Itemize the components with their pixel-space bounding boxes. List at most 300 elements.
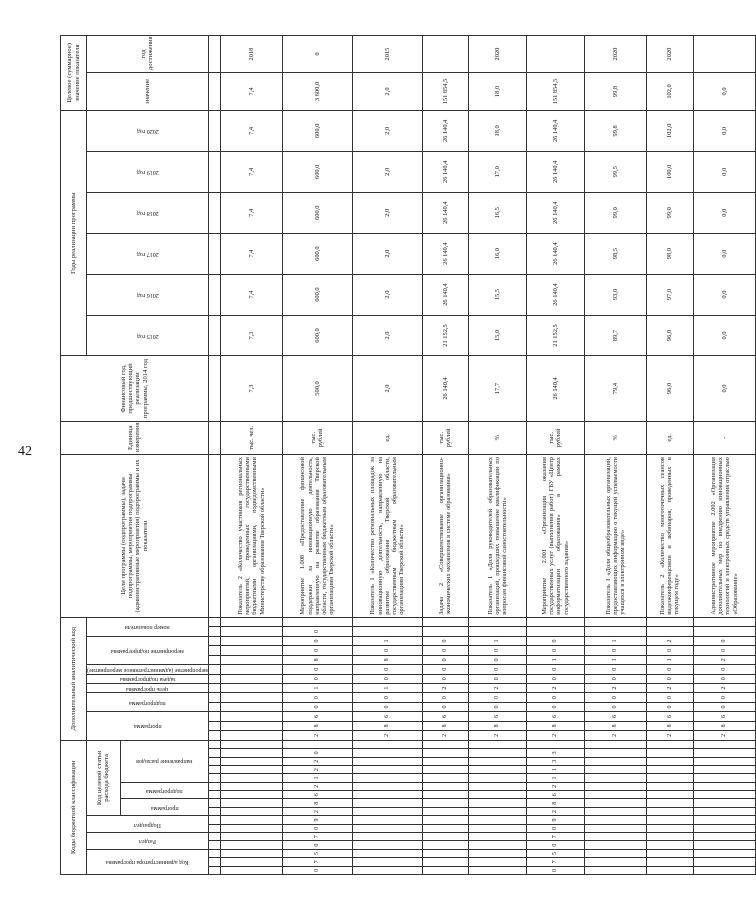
budget-code-digit	[220, 740, 282, 749]
budget-code-digit	[468, 807, 526, 815]
unit-cell: тыс. рублей	[422, 421, 468, 455]
target-value: 3 600,0	[282, 73, 352, 111]
header-dop-subprogram: подпрограмма	[87, 693, 209, 712]
table-row	[526, 36, 584, 875]
value-2014: 79,4	[584, 356, 646, 421]
budget-code-digit	[646, 866, 693, 874]
budget-code-digit	[693, 866, 755, 874]
unit-cell: ед.	[646, 421, 693, 455]
value-2020: 18,0	[468, 110, 526, 151]
budget-code-digit: 9	[526, 816, 584, 824]
value-2015: 0,0	[693, 315, 755, 356]
budget-code-digit	[220, 807, 282, 815]
budget-code-digit	[468, 841, 526, 849]
budget-code-digit	[468, 757, 526, 765]
additional-code-digit	[584, 627, 646, 636]
header-bk-subprogram: подпрограмма	[120, 782, 208, 799]
budget-code-digit	[584, 858, 646, 866]
header-digit-cell	[208, 774, 220, 782]
header-section: Раздел	[87, 833, 209, 850]
budget-code-digit: 7	[526, 833, 584, 841]
value-2020: 99,8	[584, 110, 646, 151]
additional-code-digit	[220, 674, 282, 683]
budget-code-digit	[584, 749, 646, 757]
budget-code-digit	[646, 774, 693, 782]
indicator-text: Мероприятие 1.008 «Предоставление финансовой поддержки за инновационную деятельность, направленную на развитие образования Тверской области, государственным бюджетным образовательным организациям Тверской области»	[282, 455, 352, 618]
additional-code-digit: 0	[526, 674, 584, 683]
value-2018: 2,0	[352, 192, 422, 233]
header-blank-cell	[208, 73, 220, 111]
additional-code-digit	[220, 627, 282, 636]
additional-code-digit: 0	[584, 702, 646, 711]
header-bk-direction: направление расходов	[120, 740, 208, 782]
value-2016: 7,4	[220, 274, 282, 315]
budget-code-digit	[220, 866, 282, 874]
budget-code-digit: 5	[526, 849, 584, 857]
value-2020: 102,0	[646, 110, 693, 151]
budget-code-digit	[352, 849, 422, 857]
budget-code-digit	[352, 866, 422, 874]
header-dop-measure: мероприятие (административное мероприятие)	[87, 665, 209, 674]
target-year	[422, 36, 468, 73]
header-digit-cell	[208, 731, 220, 740]
additional-code-digit: 0	[693, 674, 755, 683]
budget-code-digit	[584, 833, 646, 841]
additional-code-digit: 0	[422, 655, 468, 664]
additional-code-digit: 1	[584, 655, 646, 664]
header-digit-cell	[208, 617, 220, 627]
header-target-value: значение	[87, 73, 209, 111]
budget-code-digit	[646, 740, 693, 749]
additional-code-digit	[352, 617, 422, 627]
additional-code-digit: 0	[584, 646, 646, 655]
value-2020: 2,0	[352, 110, 422, 151]
budget-code-digit: 2	[282, 807, 352, 815]
additional-code-digit: 8	[526, 721, 584, 730]
value-2015: 15,0	[468, 315, 526, 356]
budget-code-digit	[584, 816, 646, 824]
additional-code-digit	[422, 617, 468, 627]
target-value: 99,8	[584, 73, 646, 111]
additional-code-digit: 0	[422, 646, 468, 655]
target-year: 2020	[468, 36, 526, 73]
additional-code-digit: 0	[352, 646, 422, 655]
budget-code-digit	[220, 824, 282, 832]
additional-code-digit: 1	[526, 655, 584, 664]
budget-code-digit	[468, 765, 526, 773]
additional-code-digit: 1	[584, 636, 646, 645]
value-2018: 26 140,4	[526, 192, 584, 233]
budget-code-digit	[422, 740, 468, 749]
additional-code-digit: 6	[282, 712, 352, 721]
budget-code-digit	[468, 749, 526, 757]
budget-code-digit: 1	[282, 774, 352, 782]
budget-code-digit	[584, 799, 646, 807]
value-2016: 26 140,4	[526, 274, 584, 315]
header-unit: Единица измерения	[61, 421, 209, 455]
budget-code-digit	[468, 782, 526, 790]
table-row	[646, 36, 693, 875]
header-target-article: Код целевой статьи расхода бюджета	[87, 740, 121, 816]
unit-cell: %	[468, 421, 526, 455]
additional-code-digit: 0	[468, 674, 526, 683]
header-blank-cell	[208, 36, 220, 73]
additional-code-digit: 1	[282, 683, 352, 692]
additional-code-digit: 1	[352, 683, 422, 692]
additional-code-digit	[468, 627, 526, 636]
target-year: 2015	[352, 36, 422, 73]
additional-code-digit: 8	[422, 721, 468, 730]
indicator-text: Показатель 1 «Доля общеобразовательных организаций, предоставляющих информацию о текущей успеваемости учащихся в электронном виде»	[584, 455, 646, 618]
budget-code-digit	[422, 791, 468, 799]
budget-code-digit	[584, 765, 646, 773]
header-digit-cell	[208, 791, 220, 799]
header-digit-cell	[208, 646, 220, 655]
budget-code-digit	[352, 833, 422, 841]
budget-code-digit	[693, 782, 755, 790]
budget-code-digit	[220, 849, 282, 857]
budget-code-digit	[468, 849, 526, 857]
header-digit-cell	[208, 833, 220, 841]
header-dop-goal: цель программы	[87, 683, 209, 692]
additional-code-digit: 8	[352, 721, 422, 730]
additional-code-digit: 6	[352, 712, 422, 721]
value-2017: 98,5	[584, 233, 646, 274]
budget-code-digit	[352, 757, 422, 765]
value-2017: 26 140,4	[526, 233, 584, 274]
additional-code-digit	[646, 617, 693, 627]
additional-code-digit	[220, 665, 282, 674]
value-2018: 600,0	[282, 192, 352, 233]
budget-code-digit: 3	[526, 749, 584, 757]
additional-code-digit	[220, 646, 282, 655]
budget-code-digit	[282, 740, 352, 749]
budget-code-digit	[646, 807, 693, 815]
additional-code-digit: 0	[352, 693, 422, 702]
additional-code-digit: 0	[282, 674, 352, 683]
additional-code-digit: 0	[468, 693, 526, 702]
additional-code-digit: 8	[468, 721, 526, 730]
budget-code-digit	[220, 791, 282, 799]
budget-code-digit	[468, 824, 526, 832]
additional-code-digit: 0	[282, 646, 352, 655]
budget-code-digit: 0	[282, 824, 352, 832]
table-row	[693, 36, 755, 875]
value-2020: 7,4	[220, 110, 282, 151]
value-2015: 21 152,5	[422, 315, 468, 356]
additional-code-digit: 2	[468, 731, 526, 740]
value-2014: 2,0	[352, 356, 422, 421]
additional-code-digit	[220, 693, 282, 702]
additional-code-digit	[584, 617, 646, 627]
additional-code-digit: 2	[646, 683, 693, 692]
value-2020: 0,0	[693, 110, 755, 151]
value-2016: 15,5	[468, 274, 526, 315]
budget-code-digit	[693, 774, 755, 782]
additional-code-digit	[693, 627, 755, 636]
header-year-2018: 2018 год	[87, 192, 209, 233]
value-2015: 7,3	[220, 315, 282, 356]
indicator-text: Административное мероприятие 2.002 «Организация дополнительных мер по внедрению инновационных технологий и электронных средств управления отраслью «Образование»	[693, 455, 755, 618]
budget-code-digit: 0	[526, 824, 584, 832]
budget-code-digit	[468, 816, 526, 824]
budget-code-digit: 5	[282, 849, 352, 857]
budget-code-digit	[422, 757, 468, 765]
additional-code-digit	[693, 617, 755, 627]
indicator-text: Мероприятие 2.001 «Организация оказания государственных услуг (выполнения работ) ГБУ «Центр информатизации образования» в рамках государственного задания»	[526, 455, 584, 618]
budget-code-digit	[646, 799, 693, 807]
additional-code-digit	[526, 617, 584, 627]
value-2019: 99,5	[584, 151, 646, 192]
value-2018: 0,0	[693, 192, 755, 233]
budget-code-digit	[584, 849, 646, 857]
header-digit-cell	[208, 683, 220, 692]
budget-code-digit	[352, 824, 422, 832]
value-2014: 17,7	[468, 356, 526, 421]
budget-code-digit: 2	[282, 765, 352, 773]
budget-code-digit	[422, 749, 468, 757]
indicator-text: Показатель 2 «Количество участников региональных мероприятий, проведенных государственными бюджетными организациями, подведомственными Министерству образования Тверской области»	[220, 455, 282, 618]
target-value: 7,4	[220, 73, 282, 111]
additional-code-digit: 8	[352, 655, 422, 664]
additional-code-digit: 0	[468, 665, 526, 674]
header-blank-cell	[208, 233, 220, 274]
budget-code-digit	[220, 799, 282, 807]
budget-code-digit: 2	[282, 782, 352, 790]
budget-code-digit	[352, 740, 422, 749]
additional-code-digit: 2	[646, 636, 693, 645]
budget-code-digit	[220, 858, 282, 866]
target-year: 2020	[646, 36, 693, 73]
additional-code-digit: 8	[282, 721, 352, 730]
value-2016: 26 140,4	[422, 274, 468, 315]
additional-code-digit	[468, 617, 526, 627]
budget-code-digit	[646, 757, 693, 765]
value-2020: 26 140,4	[422, 110, 468, 151]
header-dop-indicator: номер показателя	[87, 617, 209, 636]
target-year: 2018	[220, 36, 282, 73]
budget-code-digit: 2	[526, 807, 584, 815]
target-value: 0,0	[693, 73, 755, 111]
value-2016: 600,0	[282, 274, 352, 315]
unit-cell: -	[693, 421, 755, 455]
additional-code-digit: 0	[526, 636, 584, 645]
budget-code-digit: 1	[526, 765, 584, 773]
value-2016: 97,0	[646, 274, 693, 315]
header-dop-submeasure: мероприятие подпрограммы	[87, 636, 209, 664]
additional-code-digit: 0	[693, 702, 755, 711]
header-digit-cell	[208, 807, 220, 815]
additional-code-digit: 0	[526, 646, 584, 655]
header-digit-cell	[208, 721, 220, 730]
budget-code-digit	[646, 782, 693, 790]
budget-code-digit: 8	[282, 799, 352, 807]
additional-code-digit	[220, 712, 282, 721]
budget-code-digit: 0	[282, 749, 352, 757]
value-2015: 21 152,5	[526, 315, 584, 356]
budget-code-digit	[352, 749, 422, 757]
additional-code-digit: 0	[422, 674, 468, 683]
budget-code-digit: 7	[526, 858, 584, 866]
value-2017: 26 140,4	[422, 233, 468, 274]
additional-code-digit: 0	[468, 655, 526, 664]
budget-code-digit	[584, 807, 646, 815]
budget-code-digit	[693, 824, 755, 832]
indicator-text: Показатель 2 «Количество многоточечных сеансов видеоконференцсвязи и вебинаров, проведенных в текущем году»	[646, 455, 693, 618]
additional-code-digit	[352, 627, 422, 636]
additional-code-digit: 2	[693, 731, 755, 740]
header-digit-cell	[208, 866, 220, 874]
budget-code-digit	[584, 866, 646, 874]
header-blank-cell	[208, 274, 220, 315]
budget-code-digit	[468, 774, 526, 782]
budget-code-digit	[422, 841, 468, 849]
header-dop-task: задача подпрограммы	[87, 674, 209, 683]
header-digit-cell	[208, 627, 220, 636]
budget-code-digit	[352, 799, 422, 807]
additional-code-digit: 1	[352, 636, 422, 645]
header-digit-cell	[208, 636, 220, 645]
budget-code-digit	[584, 841, 646, 849]
budget-code-digit	[422, 858, 468, 866]
additional-code-digit	[220, 683, 282, 692]
additional-code-digit	[526, 627, 584, 636]
additional-code-digit	[220, 636, 282, 645]
additional-code-digit: 0	[352, 674, 422, 683]
budget-code-digit	[352, 816, 422, 824]
value-2019: 600,0	[282, 151, 352, 192]
additional-code-digit	[220, 702, 282, 711]
budget-code-digit	[646, 791, 693, 799]
additional-code-digit: 0	[422, 702, 468, 711]
budget-code-digit	[584, 824, 646, 832]
budget-code-digit	[352, 791, 422, 799]
budget-code-digit: 0	[282, 841, 352, 849]
table-row	[352, 36, 422, 875]
additional-code-digit: 0	[693, 665, 755, 674]
header-year-2015: 2015 год	[87, 315, 209, 356]
additional-code-digit: 0	[526, 702, 584, 711]
additional-code-digit: 0	[468, 702, 526, 711]
header-blank-cell	[208, 151, 220, 192]
additional-code-digit: 0	[526, 665, 584, 674]
budget-code-digit: 9	[282, 816, 352, 824]
budget-code-digit	[693, 791, 755, 799]
additional-code-digit	[220, 655, 282, 664]
budget-code-digit	[646, 765, 693, 773]
budget-code-digit	[693, 833, 755, 841]
unit-cell: %	[584, 421, 646, 455]
additional-code-digit: 0	[693, 646, 755, 655]
value-2017: 0,0	[693, 233, 755, 274]
value-2019: 2,0	[352, 151, 422, 192]
budget-code-digit	[220, 757, 282, 765]
additional-code-digit: 1	[468, 636, 526, 645]
value-2014: 0,0	[693, 356, 755, 421]
budget-code-digit: 1	[526, 774, 584, 782]
additional-code-digit: 2	[584, 731, 646, 740]
header-goals: Цели программы (подпрограммы), задачи подпрограммы, мероприятия подпрограммы (административные мероприятия) подпрограммы и их показатели	[61, 455, 209, 618]
budget-code-digit	[422, 774, 468, 782]
header-digit-cell	[208, 749, 220, 757]
header-digit-cell	[208, 799, 220, 807]
value-2019: 26 140,4	[526, 151, 584, 192]
additional-code-digit: 6	[422, 712, 468, 721]
value-2018: 16,5	[468, 192, 526, 233]
budget-code-digit: 3	[526, 757, 584, 765]
target-value: 151 854,5	[422, 73, 468, 111]
budget-code-digit: 0	[526, 841, 584, 849]
additional-code-digit: 8	[282, 655, 352, 664]
header-subsection: Подраздел	[87, 816, 209, 833]
target-value: 2,0	[352, 73, 422, 111]
additional-code-digit: 6	[526, 712, 584, 721]
target-year: 2020	[584, 36, 646, 73]
additional-code-digit: 0	[282, 636, 352, 645]
budget-code-digit	[468, 791, 526, 799]
additional-code-digit	[422, 627, 468, 636]
value-2019: 17,0	[468, 151, 526, 192]
header-target: Целевое (суммарное) значение показателя	[61, 36, 87, 111]
header-dop-program: программа	[87, 712, 209, 740]
table-row	[422, 36, 468, 875]
additional-code-digit: 8	[584, 721, 646, 730]
value-2020: 26 140,4	[526, 110, 584, 151]
budget-code-digit: 2	[282, 757, 352, 765]
budget-code-digit	[422, 866, 468, 874]
value-2015: 89,7	[584, 315, 646, 356]
value-2017: 16,0	[468, 233, 526, 274]
budget-code-digit	[220, 749, 282, 757]
budget-code-digit	[352, 774, 422, 782]
target-value: 151 854,5	[526, 73, 584, 111]
header-year-2020: 2020 год	[87, 110, 209, 151]
budget-code-digit	[584, 757, 646, 765]
additional-code-digit: 0	[282, 665, 352, 674]
budget-code-digit	[693, 799, 755, 807]
budget-code-digit	[646, 858, 693, 866]
value-2017: 98,0	[646, 233, 693, 274]
budget-code-digit	[220, 782, 282, 790]
target-value: 18,0	[468, 73, 526, 111]
unit-cell: тыс. чел.	[220, 421, 282, 455]
header-digit-cell	[208, 712, 220, 721]
header-year-2016: 2016 год	[87, 274, 209, 315]
additional-code-digit: 0	[584, 665, 646, 674]
indicator-text: Показатель 1 «Количество региональных площадок за инновационную деятельность, направленную на развитие образования Тверской области, государственным бюджетным образовательным организациям Тверской области»	[352, 455, 422, 618]
value-2014: 500,0	[282, 356, 352, 421]
budget-code-digit	[584, 740, 646, 749]
budget-code-digit	[646, 833, 693, 841]
value-2019: 26 140,4	[422, 151, 468, 192]
header-year-2017: 2017 год	[87, 233, 209, 274]
header-bk-program: программа	[120, 799, 208, 816]
header-digit-cell	[208, 702, 220, 711]
additional-code-digit: 1	[646, 655, 693, 664]
additional-code-digit	[646, 627, 693, 636]
budget-code-digit	[422, 824, 468, 832]
header-blank-cell	[208, 315, 220, 356]
additional-code-digit: 0	[646, 674, 693, 683]
value-2015: 600,0	[282, 315, 352, 356]
additional-code-digit: 6	[584, 712, 646, 721]
header-budget-classification: Коды бюджетной классификации	[61, 740, 87, 874]
budget-code-digit	[422, 799, 468, 807]
budget-code-digit	[646, 849, 693, 857]
additional-code-digit: 0	[646, 665, 693, 674]
value-2014: 26 140,4	[422, 356, 468, 421]
additional-code-digit: 2	[468, 683, 526, 692]
